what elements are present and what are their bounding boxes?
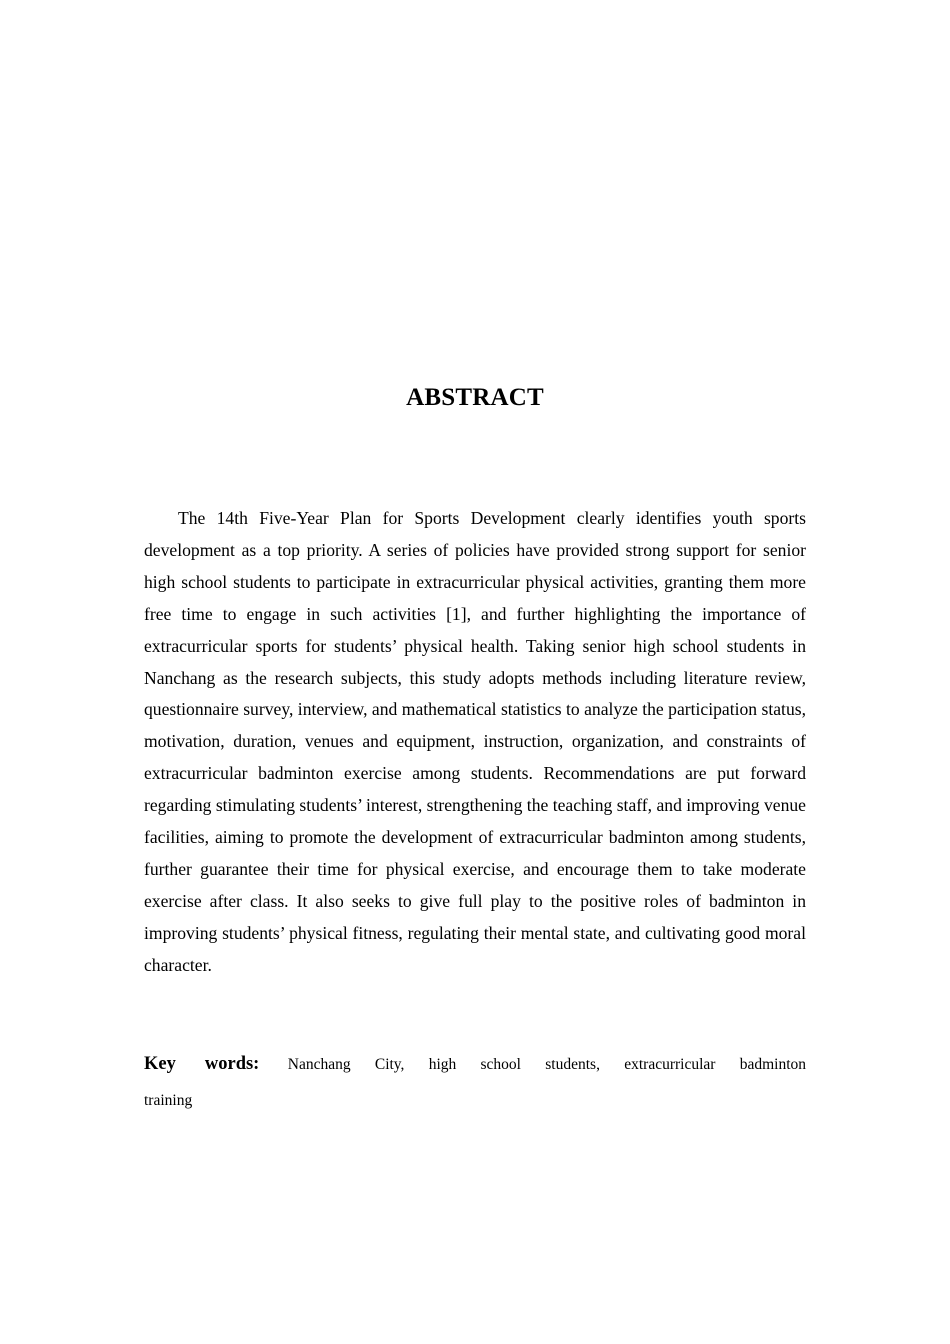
keywords-line: [144, 1046, 806, 1119]
keywords-label: Key words:: [144, 1054, 260, 1074]
abstract-title: ABSTRACT: [406, 384, 544, 411]
abstract-body-paragraph: The 14th Five-Year Plan for Sports Development clearly identifies youth sports development as a top priority. A series of policies have provided strong support for senior high school students to participate in extracurricular physical activities, granting them more free time to engage in such activities [1], and further highlighting the importance of extracurricular sports for students’ physical health. Taking senior high school students in Nanchang as the research subjects, this study adopts methods including literature review, questionnaire survey, interview, and mathematical statistics to analyze the participation status, motivation, duration, venues and equipment, instruction, organization, and constraints of extracurricular badminton exercise among students. Recommendations are put forward regarding stimulating students’ interest, strengthening the teaching staff, and improving venue facilities, aiming to promote the development of extracurricular badminton among students, further guarantee their time for physical exercise, and encourage them to take moderate exercise after class. It also seeks to give full play to the positive roles of badminton in improving students’ physical fitness, regulating their mental state, and cultivating good moral character.: [144, 508, 806, 975]
keywords-text: Nanchang City, high school students, extracurricular badminton training: [144, 1056, 806, 1109]
